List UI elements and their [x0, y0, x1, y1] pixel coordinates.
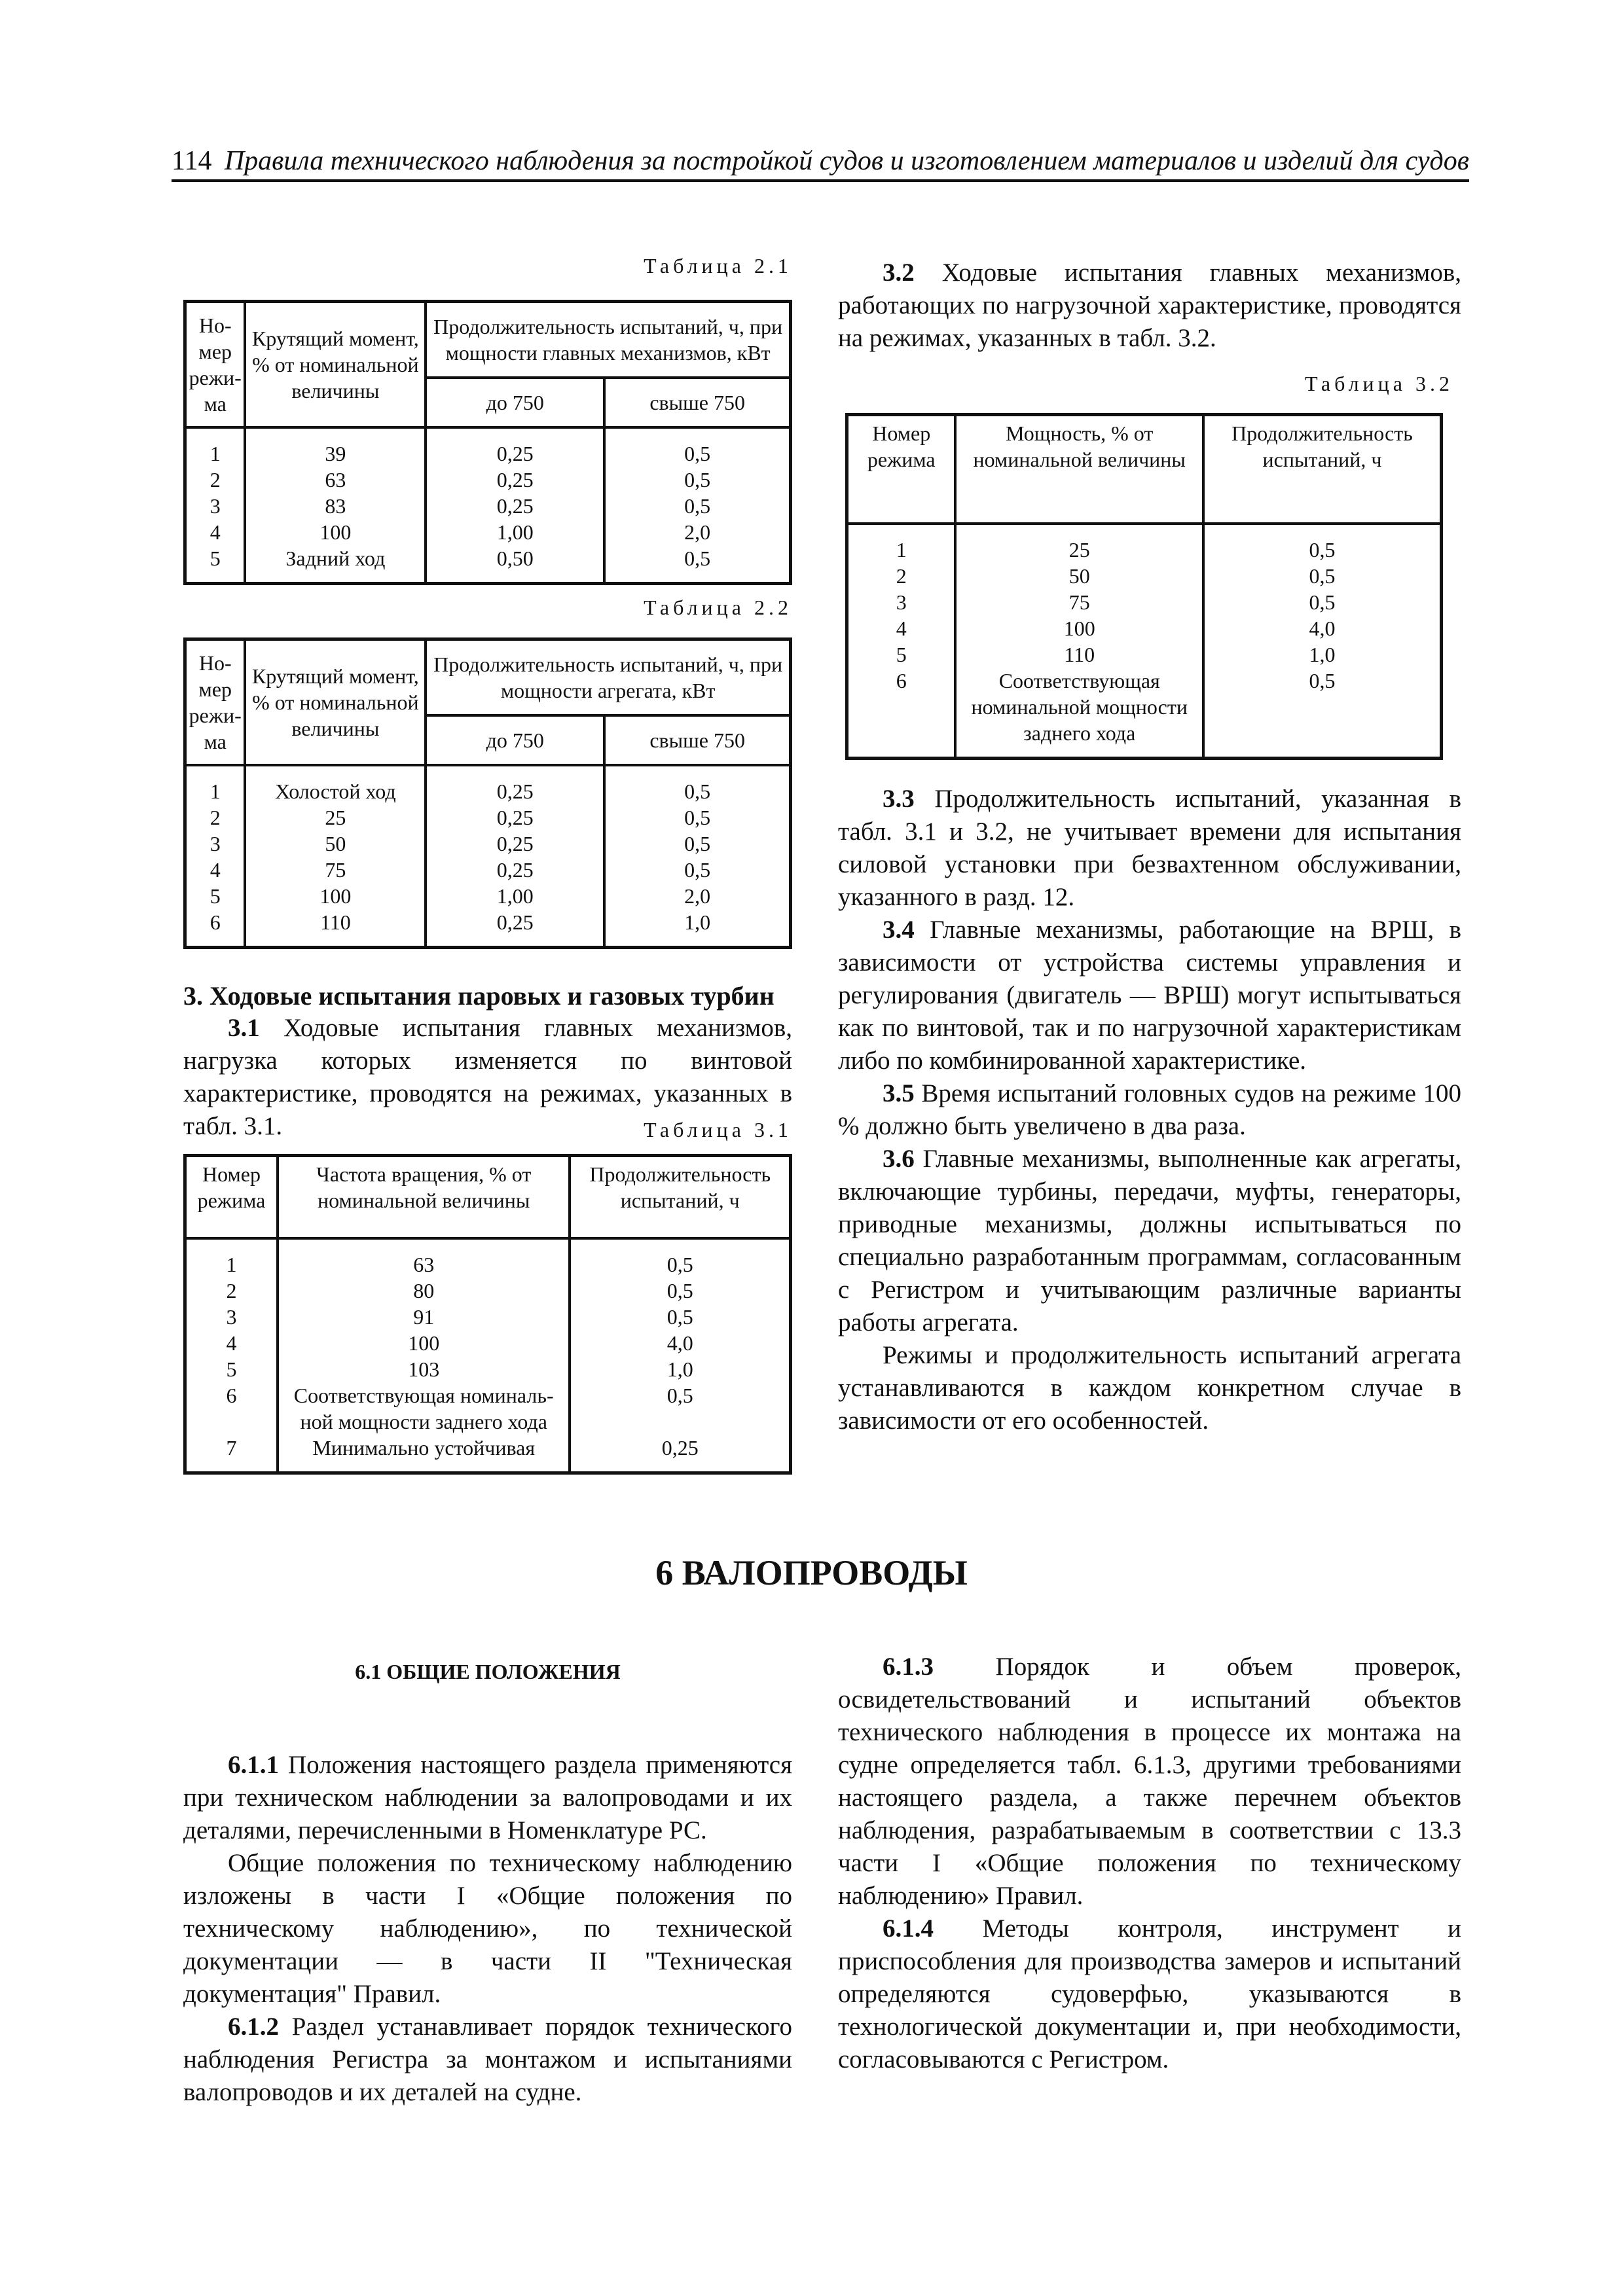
table-cell: 75 [245, 857, 426, 883]
table-row [847, 641, 1442, 668]
paragraph-number: 6.1.2 [228, 2013, 279, 2041]
table-cell: 91 [278, 1304, 570, 1330]
table-2-2 [183, 637, 792, 949]
table-row [847, 615, 1442, 641]
running-title: Правила технического наблюдения за постройкой судов и изготовлением материалов и изделий для судов [224, 146, 1469, 176]
table-3-1 [183, 1154, 792, 1475]
table-row [185, 1304, 791, 1330]
header-duration: Продолжительность испытаний, ч [570, 1156, 790, 1239]
table-cell: 103 [278, 1356, 570, 1382]
table-cell: 2 [185, 1278, 278, 1304]
table-cell: 6 [847, 668, 956, 759]
section-6-heading: 6 ВАЛОПРОВОДЫ [655, 1553, 968, 1592]
table-cell: 6 [185, 909, 246, 948]
table-cell: 0,25 [426, 909, 604, 948]
table-cell: 1 [185, 1238, 278, 1278]
paragraph-text: Главные механизмы, выполненные как агрегаты, включающие турбины, передачи, муфты, генераторы, приводные механизмы, должны испытываться по специально разработанным программам, согласованным с Регистром и учитывающим различные варианты работы агрегата. [838, 1145, 1461, 1336]
table-cell: 0,25 [426, 467, 604, 493]
table-cell: 3 [185, 831, 246, 857]
table-cell: 4,0 [1203, 615, 1441, 641]
table-3-2-caption: Таблица 3.2 [1305, 372, 1453, 395]
table-3-1-caption: Таблица 3.1 [644, 1118, 792, 1141]
paragraph-number: 3.4 [883, 916, 915, 944]
table-cell: 1,0 [604, 909, 790, 948]
table-row [185, 519, 791, 545]
table-cell: 7 [185, 1435, 278, 1473]
paragraph-number: 3.6 [883, 1145, 915, 1173]
table-row [185, 467, 791, 493]
paragraph-text: Порядок и объем проверок, освидетельствований и испытаний объектов технического наблюдения в процессе их монтажа на судне определяется табл. 6.1.3, другими требованиями настоящего раздела, а также перечнем объектов наблюдения, разрабатываемым в соответствии с 13.3 части I «Общие положения по техническому наблюдению» Правил. [838, 1653, 1462, 1910]
table-cell: 2 [185, 804, 246, 831]
paragraph-text: Положения настоящего раздела применяются при техническом наблюдении за валопроводами и их деталями, перечисленными в Номенклатуре РС. [183, 1751, 793, 1844]
table-cell: 5 [185, 545, 246, 584]
paragraph-3-4 [838, 914, 1461, 1077]
table-row [185, 1330, 791, 1356]
table-cell: 100 [245, 883, 426, 909]
table-cell: 0,5 [570, 1278, 790, 1304]
table-cell: 2 [185, 467, 246, 493]
table-row [847, 668, 1442, 759]
table-cell: 39 [245, 427, 426, 467]
header-mode-number: Номер режима [847, 415, 956, 524]
table-3-2 [845, 413, 1443, 760]
table-cell: 0,5 [1203, 563, 1441, 589]
table-row [185, 1435, 791, 1473]
table-cell: 3 [185, 1304, 278, 1330]
header-mode-number: Но-мер режи-ма [185, 302, 246, 428]
table-cell: 0,5 [570, 1304, 790, 1330]
table-cell: 0,5 [1203, 524, 1441, 563]
paragraph-number: 6.1.1 [228, 1751, 279, 1779]
table-cell: 110 [955, 641, 1203, 668]
table-cell: Задний ход [245, 545, 426, 584]
header-value: Мощность, % от номинальной величины [955, 415, 1203, 524]
table-cell: 0,25 [426, 804, 604, 831]
table-cell: 63 [245, 467, 426, 493]
header-over-750: свыше 750 [604, 378, 790, 427]
paragraph-3-2 [838, 257, 1461, 355]
table-cell: 2,0 [604, 519, 790, 545]
paragraph-text: Время испытаний головных судов на режиме 100 % должно быть увеличено в два раза. [838, 1079, 1461, 1140]
table-row [185, 1382, 791, 1435]
table-row [185, 545, 791, 584]
table-row [185, 765, 791, 804]
table-cell: 1 [185, 427, 246, 467]
table-cell: 0,5 [1203, 589, 1441, 615]
table-cell: 100 [955, 615, 1203, 641]
table-cell: 1 [185, 765, 246, 804]
table-cell: 0,25 [570, 1435, 790, 1473]
paragraph-3-3 [838, 783, 1461, 914]
table-cell: 100 [278, 1330, 570, 1356]
table-cell: 1 [847, 524, 956, 563]
header-up-to-750: до 750 [426, 715, 604, 765]
table-cell: Соответствующая номинальной мощности заднего хода [955, 668, 1203, 759]
header-duration: Продолжительность испытаний, ч [1203, 415, 1441, 524]
header-mode-number: Номер режима [185, 1156, 278, 1239]
table-cell: 100 [245, 519, 426, 545]
header-value: Частота вращения, % от номинальной величины [278, 1156, 570, 1239]
table-cell: 50 [955, 563, 1203, 589]
table-cell: 0,5 [604, 765, 790, 804]
table-cell: 1,00 [426, 519, 604, 545]
table-cell: 1,0 [1203, 641, 1441, 668]
table-cell: 0,5 [604, 467, 790, 493]
left-column-section-6 [183, 1749, 792, 2109]
section-6-1-heading: 6.1 ОБЩИЕ ПОЛОЖЕНИЯ [355, 1660, 621, 1683]
table-row [185, 883, 791, 909]
paragraph-3-5 [838, 1077, 1461, 1143]
table-cell: 0,25 [426, 831, 604, 857]
table-cell: 5 [185, 1356, 278, 1382]
paragraph-text: Главные механизмы, работающие на ВРШ, в зависимости от устройства системы управления и регулирования (двигатель — ВРШ) могут испытываться как по винтовой, так и по нагрузочной характеристикам либо по комбинированной характеристике. [838, 916, 1461, 1075]
table-cell: 2,0 [604, 883, 790, 909]
table-row [847, 524, 1442, 563]
paragraph-number: 3.5 [883, 1079, 915, 1107]
header-up-to-750: до 750 [426, 378, 604, 427]
table-cell: 2 [847, 563, 956, 589]
section-3-heading: 3. Ходовые испытания паровых и газовых турбин [183, 981, 775, 1011]
paragraph-6-1-2 [183, 2011, 792, 2109]
table-cell: 0,5 [604, 804, 790, 831]
table-cell: 0,25 [426, 493, 604, 519]
paragraph-number: 3.3 [883, 785, 915, 813]
table-cell: 63 [278, 1238, 570, 1278]
table-cell: 50 [245, 831, 426, 857]
table-cell: Минимально устойчивая [278, 1435, 570, 1473]
table-cell: 0,5 [570, 1238, 790, 1278]
table-row [847, 563, 1442, 589]
table-row [847, 589, 1442, 615]
right-column-text [838, 783, 1461, 1437]
header-row [185, 302, 791, 378]
table-cell: 4,0 [570, 1330, 790, 1356]
header-duration: Продолжительность испытаний, ч, при мощности агрегата, кВт [426, 639, 790, 716]
paragraph-6-1-1-b: Общие положения по техническому наблюдению изложены в части I «Общие положения по техническому наблюдению», по технической документации — в части II "Техническая документация" Правил. [183, 1849, 792, 2008]
table-cell: 3 [185, 493, 246, 519]
paragraph-6-1-4 [838, 1912, 1461, 2076]
paragraph-3-6 [838, 1143, 1461, 1339]
header-over-750: свыше 750 [604, 715, 790, 765]
table-cell: 75 [955, 589, 1203, 615]
header-row [185, 1156, 791, 1239]
table-cell: 0,5 [604, 831, 790, 857]
table-cell: 6 [185, 1382, 278, 1435]
table-cell: 0,5 [604, 545, 790, 584]
table-row [185, 857, 791, 883]
table-row [185, 909, 791, 948]
table-cell: 0,25 [426, 427, 604, 467]
table-row [185, 1356, 791, 1382]
table-cell: 4 [847, 615, 956, 641]
table-cell: 0,25 [426, 765, 604, 804]
paragraph-number: 3.2 [883, 259, 915, 287]
table-cell: 83 [245, 493, 426, 519]
table-cell: 5 [185, 883, 246, 909]
table-cell: 0,5 [604, 427, 790, 467]
table-2-1 [183, 300, 792, 585]
table-cell: 4 [185, 857, 246, 883]
paragraph-text: Ходовые испытания главных механизмов, работающих по нагрузочной характеристике, проводятся на режимах, указанных в табл. 3.2. [838, 259, 1462, 352]
header-duration: Продолжительность испытаний, ч, при мощности главных механизмов, кВт [426, 302, 790, 378]
table-cell: 4 [185, 1330, 278, 1356]
table-2-1-caption: Таблица 2.1 [644, 254, 792, 278]
header-mode-number: Но-мер режи-ма [185, 639, 246, 766]
table-row [185, 804, 791, 831]
paragraph-6-1-1 [183, 1749, 792, 1847]
table-cell: Холостой ход [245, 765, 426, 804]
header-row [185, 639, 791, 716]
header-torque: Крутящий момент, % от номинальной величины [245, 302, 426, 428]
table-cell: 5 [847, 641, 956, 668]
paragraph-6-1-3 [838, 1651, 1461, 1912]
table-row [185, 831, 791, 857]
header-row [847, 415, 1442, 524]
table-cell: 0,5 [570, 1382, 790, 1435]
paragraph-number: 6.1.3 [883, 1653, 934, 1681]
table-cell: 0,5 [604, 857, 790, 883]
paragraph-number: 6.1.4 [883, 1914, 934, 1943]
paragraph-3-7: Режимы и продолжительность испытаний агрегата устанавливаются в каждом конкретном случае в зависимости от его особенностей. [838, 1341, 1461, 1435]
table-row [185, 1278, 791, 1304]
table-cell: 25 [955, 524, 1203, 563]
table-cell: 1,0 [570, 1356, 790, 1382]
running-header [172, 145, 1469, 182]
table-cell: 0,25 [426, 857, 604, 883]
table-cell: 0,50 [426, 545, 604, 584]
table-cell: 110 [245, 909, 426, 948]
header-torque: Крутящий момент, % от номинальной величины [245, 639, 426, 766]
table-cell: 80 [278, 1278, 570, 1304]
paragraph-text: Методы контроля, инструмент и приспособления для производства замеров и испытаний определяются судоверфью, указываются в технологической документации и, при необходимости, согласовываются с Регистром. [838, 1914, 1461, 2073]
paragraph-text: Продолжительность испытаний, указанная в табл. 3.1 и 3.2, не учитывает времени для испытания силовой установки при безвахтенном обслуживании, указанного в разд. 12. [838, 785, 1462, 911]
right-column-section-6 [838, 1651, 1461, 2076]
table-cell: 3 [847, 589, 956, 615]
table-row [185, 1238, 791, 1278]
paragraph-text: Раздел устанавливает порядок технического наблюдения Регистра за монтажом и испытаниями валопроводов и их деталей на судне. [183, 2013, 792, 2106]
table-cell: 4 [185, 519, 246, 545]
table-cell: 0,5 [1203, 668, 1441, 759]
paragraph-number: 3.1 [228, 1014, 260, 1042]
table-row [185, 493, 791, 519]
table-cell: 1,00 [426, 883, 604, 909]
paragraph-text: Ходовые испытания главных механизмов, нагрузка которых изменяется по винтовой характеристике, проводятся на режимах, указанных в табл. 3.1. [183, 1014, 793, 1140]
table-2-2-caption: Таблица 2.2 [644, 596, 792, 619]
table-row [185, 427, 791, 467]
table-cell: 25 [245, 804, 426, 831]
table-cell: Соответствующая номиналь-ной мощности заднего хода [278, 1382, 570, 1435]
page-number: 114 [172, 146, 212, 176]
table-cell: 0,5 [604, 493, 790, 519]
